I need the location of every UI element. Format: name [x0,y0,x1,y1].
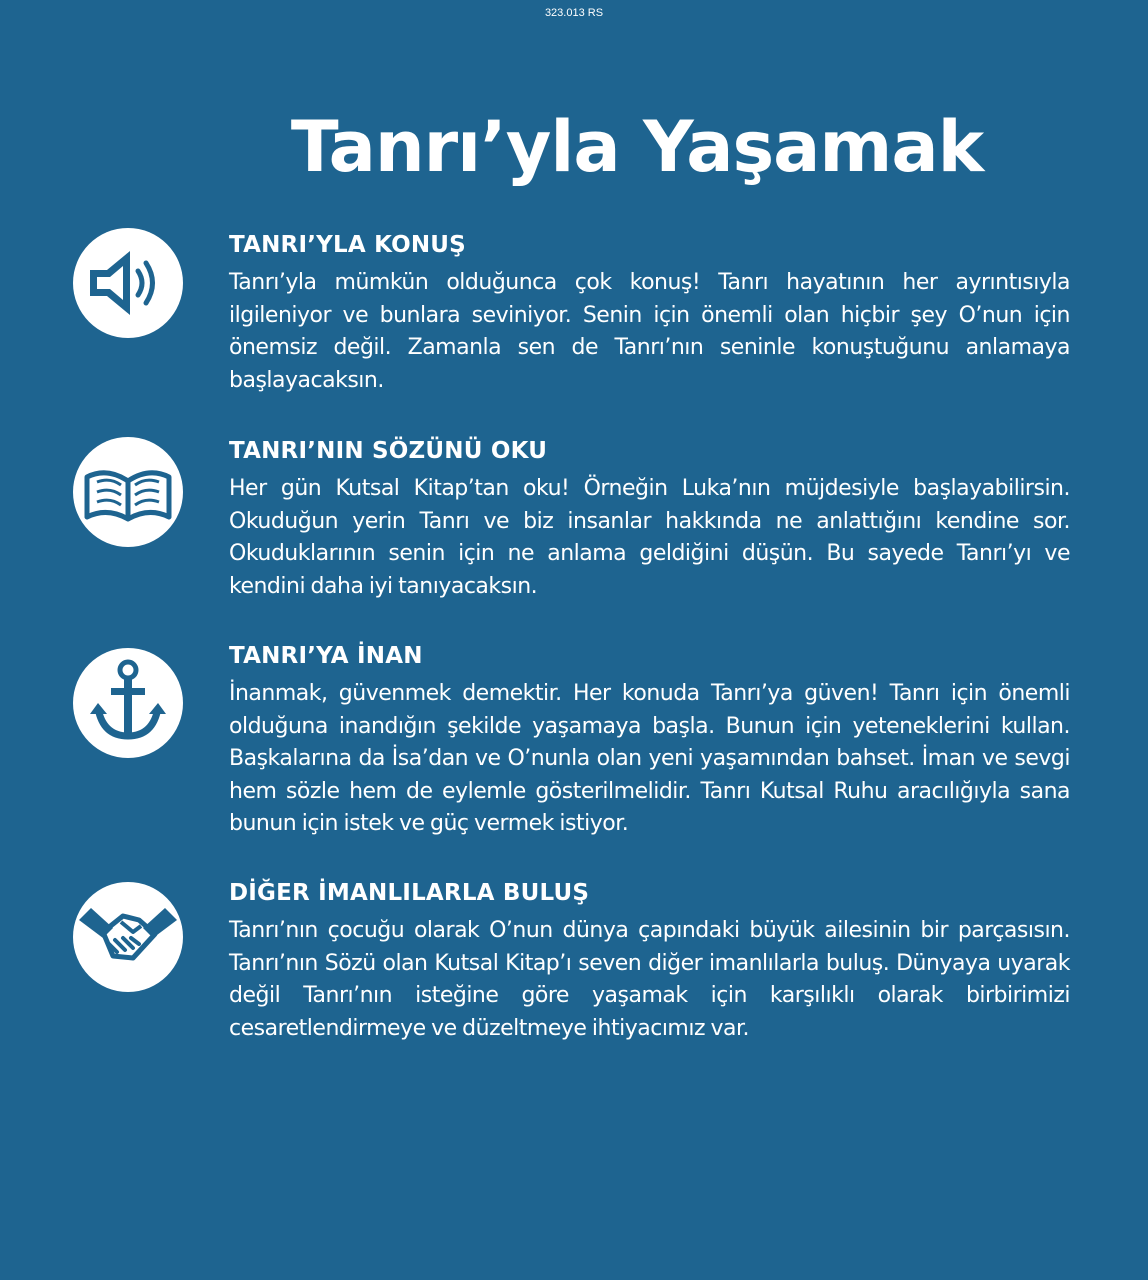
anchor-icon [73,648,183,758]
page-title: Tanrı’yla Yaşamak [290,106,984,188]
document-code: 323.013 RS [544,7,604,19]
handshake-icon [73,882,183,992]
section-heading: TANRI’NIN SÖZÜNÜ OKU [229,438,548,464]
open-book-icon [73,437,183,547]
section-heading: TANRI’YLA KONUŞ [229,232,466,258]
section-body: Tanrı’nın çocuğu olarak O’nun dünya çapındaki büyük ailesinin bir parçasısın. Tanrı’nın Sözü olan Kutsal Kitap’ı seven diğer imanlılarla buluş. Dünyaya uyarak değil Tanrı’nın isteğine göre yaşamak için karşılıklı olarak birbirimizi cesaretlendirmeye ve düzeltmeye ihtiyacımız var. [229,918,1070,1041]
section-heading: TANRI’YA İNAN [229,643,423,669]
section-body: Her gün Kutsal Kitap’tan oku! Örneğin Luka’nın müjdesiyle başlayabilirsin. Okuduğun yerin Tanrı ve biz insanlar hakkında ne anlattığını kendine sor. Okuduklarının senin için ne anlama geldiğini düşün. Bu sayede Tanrı’yı ve kendini daha iyi tanıyacaksın. [229,476,1070,599]
speaker-icon [73,228,183,338]
section-body: Tanrı’yla mümkün olduğunca çok konuş! Tanrı hayatının her ayrıntısıyla ilgileniyor ve bunlara seviniyor. Senin için önemli olan hiçbir şey O’nun için önemsiz değil. Zamanla sen de Tanrı’nın seninle konuştuğunu anlamaya başlayacaksın. [229,270,1070,393]
section-heading: DİĞER İMANLILARLA BULUŞ [229,880,590,906]
section-body: İnanmak, güvenmek demektir. Her konuda Tanrı’ya güven! Tanrı için önemli olduğuna inandığın şekilde yaşamaya başla. Bunun için yeteneklerini kullan. Başkalarına da İsa’dan ve O’nunla olan yeni yaşamından bahset. İman ve sevgi hem sözle hem de eylemle gösterilmelidir. Tanrı Kutsal Ruhu aracılığıyla sana bunun için istek ve güç vermek istiyor. [229,681,1070,836]
